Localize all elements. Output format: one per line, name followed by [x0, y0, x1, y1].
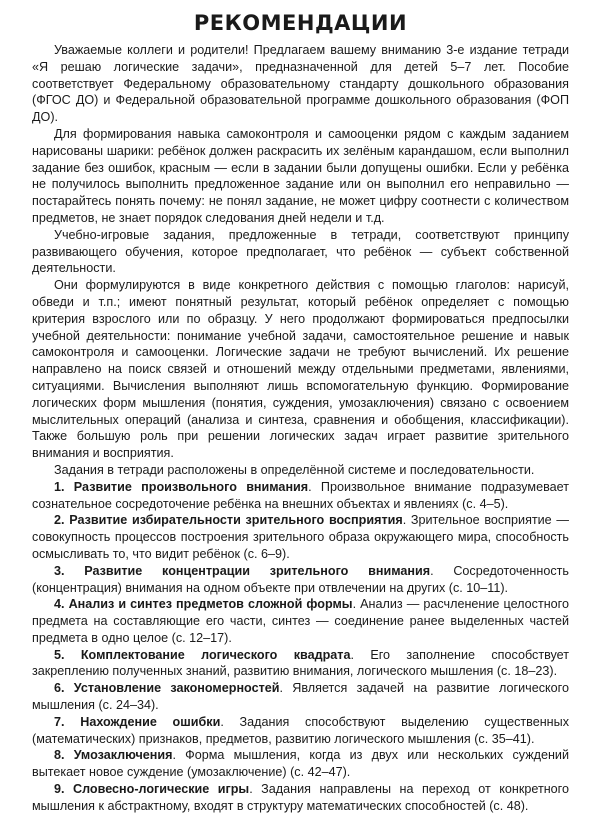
section-text-1: . Произвольное внимание подразумевает сознательное сосредоточение ребёнка на внешних объектах и явлениях (с. 4–5). [32, 479, 569, 511]
section-text-5: . Его заполнение способствует закреплению полученных знаний, развитию внимания, логического мышления (с. 18–23). [32, 647, 570, 679]
section-9 [32, 781, 569, 815]
section-heading-7: 7. Нахождение ошибки [54, 714, 221, 729]
section-text-2: . Зрительное восприятие — совокупность процессов построения зрительного образа окружающего мира, способность осмысливать то, что видит ребёнок (с. 6–9). [32, 513, 569, 561]
section-text-3: . Сосредоточенность (концентрация) внимания на одном объекте при отвлечении на других (с. 10–11). [32, 563, 569, 595]
section-heading-4: 4. Анализ и синтез предметов сложной формы [54, 597, 353, 612]
section-7 [32, 714, 569, 748]
section-heading-8: 8. Умозаключения [54, 748, 173, 763]
intro-paragraph-1: Уважаемые коллеги и родители! Предлагаем вашему вниманию 3-е издание тетради «Я решаю логические задачи», предназначенной для детей 5–7 лет. Пособие соответствует Федеральному образовательному стандарту дошкольного образования (ФГОС ДО) и Федеральной образовательной программе дошкольного образования (ФОП ДО). [32, 43, 569, 125]
section-heading-9: 9. Словесно-логические игры [54, 782, 250, 797]
intro-paragraph-2: Для формирования навыка самоконтроля и самооценки рядом с каждым заданием нарисованы шарики: ребёнок должен раскрасить их зелёным карандашом, если выполнил задание без ошибок, красным — если в задании были допущены ошибки. Если у ребёнка не получилось выполнить предложенное задание или он выполнил его неправильно — постарайтесь понять почему: не понял задание, не может цифру соотнести с количеством предметов, не знает порядок следования дней недели и т.д. [32, 126, 569, 225]
section-text-4: . Анализ — расчленение целостного предмета на составляющие его части, синтез — соединение ранее выделенных частей предмета в одно целое (с. 12–17). [32, 597, 569, 645]
section-8 [32, 747, 569, 781]
intro-paragraph-3: Учебно-игровые задания, предложенные в тетради, соответствуют принципу развивающего обучения, которое предполагает, что ребёнок — субъект собственной деятельности. [32, 227, 569, 276]
section-5 [32, 647, 569, 681]
section-heading-3: 3. Развитие концентрации зрительного внимания [54, 563, 431, 578]
section-heading-2: 2. Развитие избирательности зрительного восприятия [54, 513, 403, 528]
section-4 [32, 596, 569, 646]
section-text-9: . Задания направлены на переход от конкретного мышления к абстрактному, входят в структуру математических способностей (с. 48). [32, 782, 569, 813]
section-1 [32, 479, 569, 513]
section-text-8: . Форма мышления, когда из двух или нескольких суждений вытекает новое суждение (умозаключение) (с. 42–47). [32, 748, 569, 780]
section-heading-5: 5. Комплектование логического квадрата [54, 647, 351, 662]
intro-paragraph-4: Они формулируются в виде конкретного действия с помощью глаголов: нарисуй, обведи и т.п.; имеют понятный результат, который ребёнок определяет с помощью критерия взрослого или по образцу. У него продолжают формироваться предпосылки учебной деятельности: понимание учебной задачи, самостоятельное решение и навык самоконтроля и самооценки. Логические задачи не требуют вычислений. Их решение направлено на поиск связей и отношений между отдельными предметами, явлениями, ситуациями. Вычисления выполняют лишь вспомогательную функцию. Формирование логических форм мышления (понятия, суждения, умозаключения) связано с освоением мыслительных операций (анализа и синтеза, сравнения и обобщения, классификации). Также большую роль при решении логических задач играет развитие зрительного внимания и восприятия. [32, 278, 569, 461]
intro-paragraph-5: Задания в тетради расположены в определённой системе и последовательности. [54, 462, 535, 477]
section-text-6: . Является задачей на развитие логического мышления (с. 24–34). [32, 681, 569, 713]
section-heading-6: 6. Установление закономерностей [54, 681, 280, 696]
page-title: РЕКОМЕНДАЦИИ [193, 11, 408, 35]
section-6 [32, 680, 569, 714]
document-body [32, 42, 569, 815]
section-3 [32, 563, 569, 597]
section-text-7: . Задания способствуют выделению существенных (математических) признаков, предметов, развитию логического мышления (с. 35–41). [32, 714, 569, 746]
section-heading-1: 1. Развитие произвольного внимания [54, 479, 309, 494]
section-2 [32, 512, 569, 562]
